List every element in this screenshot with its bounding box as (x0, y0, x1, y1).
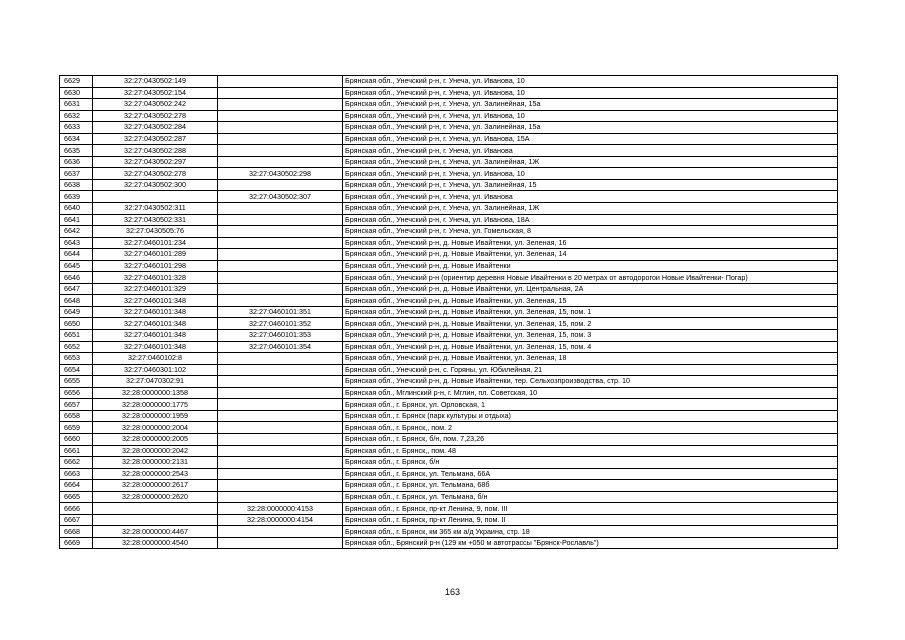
address-cell: Брянская обл., г. Брянск, б/н (343, 457, 838, 469)
cadastral-number-cell (93, 191, 218, 203)
included-object-cell (218, 133, 343, 145)
included-object-cell (218, 203, 343, 215)
cadastral-number-cell: 32:27:0460101:329 (93, 283, 218, 295)
table-row (60, 237, 838, 249)
address-cell: Брянская обл., Унечский р-н, д. Новые Ивайтенки, ул. Зеленая, 15, пом. 1 (343, 306, 838, 318)
registry-table (59, 75, 838, 549)
included-object-cell (218, 295, 343, 307)
address-cell: Брянская обл., Унечский р-н, г. Унеча, ул. Иванова, 10 (343, 87, 838, 99)
cadastral-number-cell: 32:28:0000000:4540 (93, 537, 218, 549)
row-number-cell: 6635 (60, 145, 93, 157)
table-row (60, 410, 838, 422)
address-cell: Брянская обл., Унечский р-н, г. Унеча, ул. Иванова, 10 (343, 168, 838, 180)
row-number-cell: 6649 (60, 306, 93, 318)
cadastral-number-cell: 32:28:0000000:2617 (93, 480, 218, 492)
address-cell: Брянская обл., Унечский р-н, д. Новые Ивайтенки, ул. Зеленая, 18 (343, 353, 838, 365)
address-cell: Брянская обл., Унечский р-н, д. Новые Ивайтенки, ул. Зеленая, 15 (343, 295, 838, 307)
table-row (60, 145, 838, 157)
cadastral-number-cell: 32:27:0460101:348 (93, 330, 218, 342)
table-row (60, 330, 838, 342)
row-number-cell: 6663 (60, 468, 93, 480)
cadastral-number-cell: 32:28:0000000:1358 (93, 387, 218, 399)
table-row (60, 318, 838, 330)
table-row (60, 468, 838, 480)
table-row (60, 87, 838, 99)
row-number-cell: 6644 (60, 249, 93, 261)
included-object-cell: 32:27:0460101:354 (218, 341, 343, 353)
row-number-cell: 6643 (60, 237, 93, 249)
address-cell: Брянская обл., г. Брянск, пр-кт Ленина, 9, пом. II (343, 514, 838, 526)
address-cell: Брянская обл., Унечский р-н, г. Унеча, ул. Залинейная, 15а (343, 122, 838, 134)
row-number-cell: 6667 (60, 514, 93, 526)
table-row (60, 110, 838, 122)
included-object-cell (218, 491, 343, 503)
table-row (60, 457, 838, 469)
address-cell: Брянская обл., Унечский р-н, д. Новые Ивайтенки (343, 260, 838, 272)
address-cell: Брянская обл., Унечский р-н, г. Унеча, ул. Иванова, 18А (343, 214, 838, 226)
row-number-cell: 6645 (60, 260, 93, 272)
table-row (60, 387, 838, 399)
address-cell: Брянская обл., Унечский р-н, д. Новые Ивайтенки, ул. Зеленая, 15, пом. 3 (343, 330, 838, 342)
row-number-cell: 6651 (60, 330, 93, 342)
included-object-cell (218, 76, 343, 88)
included-object-cell (218, 526, 343, 538)
address-cell: Брянская обл., Унечский р-н, г. Унеча, ул. Залинейная, 1Ж (343, 156, 838, 168)
cadastral-number-cell: 32:27:0430502:300 (93, 179, 218, 191)
address-cell: Брянская обл., Унечский р-н, г. Унеча, ул. Иванова, 10 (343, 76, 838, 88)
page-number: 163 (444, 587, 461, 597)
included-object-cell (218, 283, 343, 295)
row-number-cell: 6660 (60, 433, 93, 445)
included-object-cell (218, 249, 343, 261)
table-row (60, 260, 838, 272)
table-row (60, 514, 838, 526)
cadastral-number-cell: 32:28:0000000:2131 (93, 457, 218, 469)
cadastral-number-cell: 32:27:0430502:242 (93, 99, 218, 111)
row-number-cell: 6636 (60, 156, 93, 168)
row-number-cell: 6638 (60, 179, 93, 191)
cadastral-number-cell: 32:28:0000000:2543 (93, 468, 218, 480)
included-object-cell (218, 156, 343, 168)
table-row (60, 272, 838, 284)
table-row (60, 376, 838, 388)
included-object-cell (218, 457, 343, 469)
table-row (60, 295, 838, 307)
row-number-cell: 6633 (60, 122, 93, 134)
cadastral-number-cell (93, 514, 218, 526)
table-row (60, 99, 838, 111)
cadastral-number-cell: 32:27:0430502:149 (93, 76, 218, 88)
row-number-cell: 6658 (60, 410, 93, 422)
row-number-cell: 6661 (60, 445, 93, 457)
address-cell: Брянская обл., Унечский р-н, с. Горяны, ул. Юбилейная, 21 (343, 364, 838, 376)
table-row (60, 433, 838, 445)
row-number-cell: 6665 (60, 491, 93, 503)
row-number-cell: 6662 (60, 457, 93, 469)
table-row (60, 341, 838, 353)
cadastral-number-cell: 32:27:0470302:91 (93, 376, 218, 388)
address-cell: Брянская обл., Унечский р-н, г. Унеча, ул. Иванова, 10 (343, 110, 838, 122)
address-cell: Брянская обл., г. Брянск, ул. Орловская, 1 (343, 399, 838, 411)
address-cell: Брянская обл., г. Брянск,, пом. 2 (343, 422, 838, 434)
table-row (60, 283, 838, 295)
address-cell: Брянская обл., г. Брянск,, пом. 48 (343, 445, 838, 457)
included-object-cell (218, 179, 343, 191)
address-cell: Брянская обл., Унечский р-н, д. Новые Ивайтенки, ул. Зеленая, 14 (343, 249, 838, 261)
address-cell: Брянская обл., Унечский р-н, г. Унеча, ул. Иванова, 15А (343, 133, 838, 145)
row-number-cell: 6653 (60, 353, 93, 365)
included-object-cell (218, 110, 343, 122)
row-number-cell: 6630 (60, 87, 93, 99)
cadastral-number-cell: 32:27:0460101:348 (93, 318, 218, 330)
cadastral-number-cell (93, 503, 218, 515)
cadastral-number-cell: 32:27:0460102:8 (93, 353, 218, 365)
cadastral-number-cell: 32:28:0000000:2004 (93, 422, 218, 434)
cadastral-number-cell: 32:27:0460101:289 (93, 249, 218, 261)
cadastral-number-cell: 32:27:0430502:154 (93, 87, 218, 99)
table-row (60, 526, 838, 538)
cadastral-number-cell: 32:27:0430502:278 (93, 110, 218, 122)
address-cell: Брянская обл., г. Брянск, пр-кт Ленина, 9, пом. III (343, 503, 838, 515)
table-row (60, 249, 838, 261)
address-cell: Брянская обл., г. Брянск, ул. Тельмана, 66А (343, 468, 838, 480)
row-number-cell: 6634 (60, 133, 93, 145)
included-object-cell (218, 364, 343, 376)
row-number-cell: 6654 (60, 364, 93, 376)
included-object-cell (218, 387, 343, 399)
address-cell: Брянская обл., Унечский р-н, д. Новые Ивайтенки, ул. Зеленая, 16 (343, 237, 838, 249)
included-object-cell (218, 537, 343, 549)
row-number-cell: 6666 (60, 503, 93, 515)
included-object-cell (218, 214, 343, 226)
row-number-cell: 6655 (60, 376, 93, 388)
cadastral-number-cell: 32:27:0430502:287 (93, 133, 218, 145)
row-number-cell: 6664 (60, 480, 93, 492)
row-number-cell: 6650 (60, 318, 93, 330)
table-row (60, 168, 838, 180)
cadastral-number-cell: 32:27:0460101:348 (93, 306, 218, 318)
row-number-cell: 6669 (60, 537, 93, 549)
address-cell: Брянская обл., Унечский р-н, г. Унеча, ул. Иванова (343, 145, 838, 157)
included-object-cell: 32:27:0460101:351 (218, 306, 343, 318)
included-object-cell (218, 122, 343, 134)
row-number-cell: 6647 (60, 283, 93, 295)
table-row (60, 179, 838, 191)
included-object-cell (218, 145, 343, 157)
address-cell: Брянская обл., Унечский р-н, г. Унеча, ул. Залинейная, 15 (343, 179, 838, 191)
table-row (60, 133, 838, 145)
included-object-cell: 32:27:0430502:307 (218, 191, 343, 203)
cadastral-number-cell: 32:28:0000000:2042 (93, 445, 218, 457)
included-object-cell (218, 99, 343, 111)
included-object-cell (218, 468, 343, 480)
table-row (60, 537, 838, 549)
cadastral-number-cell: 32:28:0000000:4467 (93, 526, 218, 538)
included-object-cell: 32:27:0430502:298 (218, 168, 343, 180)
included-object-cell (218, 445, 343, 457)
table-row (60, 122, 838, 134)
table-row (60, 503, 838, 515)
cadastral-number-cell: 32:27:0460301:102 (93, 364, 218, 376)
address-cell: Брянская обл., Унечский р-н, д. Новые Ивайтенки, тер. Сельхозпроизводства, стр. 10 (343, 376, 838, 388)
included-object-cell (218, 226, 343, 238)
cadastral-number-cell: 32:27:0460101:348 (93, 341, 218, 353)
table-row (60, 491, 838, 503)
row-number-cell: 6657 (60, 399, 93, 411)
address-cell: Брянская обл., Мглинский р-н, г. Мглин, пл. Советская, 10 (343, 387, 838, 399)
row-number-cell: 6637 (60, 168, 93, 180)
included-object-cell (218, 87, 343, 99)
address-cell: Брянская обл., Унечский р-н, г. Унеча, ул. Гомельская, 8 (343, 226, 838, 238)
address-cell: Брянская обл., г. Брянск, б/н, пом. 7,23,26 (343, 433, 838, 445)
table-row (60, 364, 838, 376)
cadastral-number-cell: 32:27:0460101:328 (93, 272, 218, 284)
row-number-cell: 6652 (60, 341, 93, 353)
cadastral-number-cell: 32:27:0460101:234 (93, 237, 218, 249)
cadastral-number-cell: 32:27:0430502:297 (93, 156, 218, 168)
row-number-cell: 6656 (60, 387, 93, 399)
table-row (60, 214, 838, 226)
included-object-cell (218, 422, 343, 434)
row-number-cell: 6632 (60, 110, 93, 122)
included-object-cell: 32:28:0000000:4153 (218, 503, 343, 515)
table-row (60, 156, 838, 168)
cadastral-number-cell: 32:28:0000000:2005 (93, 433, 218, 445)
cadastral-number-cell: 32:27:0430502:331 (93, 214, 218, 226)
included-object-cell (218, 410, 343, 422)
row-number-cell: 6639 (60, 191, 93, 203)
included-object-cell (218, 237, 343, 249)
address-cell: Брянская обл., Унечский р-н, д. Новые Ивайтенки, ул. Зеленая, 15, пом. 4 (343, 341, 838, 353)
address-cell: Брянская обл., г. Брянск, км 365 км а/д Украина, стр. 18 (343, 526, 838, 538)
row-number-cell: 6659 (60, 422, 93, 434)
row-number-cell: 6640 (60, 203, 93, 215)
cadastral-number-cell: 32:28:0000000:2620 (93, 491, 218, 503)
table-row (60, 76, 838, 88)
included-object-cell (218, 272, 343, 284)
address-cell: Брянская обл., Унечский р-н, д. Новые Ивайтенки, ул. Центральная, 2А (343, 283, 838, 295)
included-object-cell: 32:27:0460101:352 (218, 318, 343, 330)
included-object-cell (218, 260, 343, 272)
cadastral-number-cell: 32:27:0460101:298 (93, 260, 218, 272)
address-cell: Брянская обл., Унечский р-н (ориентир деревня Новые Ивайтенки в 20 метрах от автодорогои Новые Ивайтенки- Погар) (343, 272, 838, 284)
cadastral-number-cell: 32:27:0430502:284 (93, 122, 218, 134)
cadastral-number-cell: 32:27:0430502:311 (93, 203, 218, 215)
address-cell: Брянская обл., г. Брянск, ул. Тельмана, б/н (343, 491, 838, 503)
table-row (60, 422, 838, 434)
included-object-cell (218, 399, 343, 411)
table-row (60, 306, 838, 318)
table-row (60, 480, 838, 492)
address-cell: Брянская обл., Брянский р-н (129 км +050 м автотрассы "Брянск-Рославль") (343, 537, 838, 549)
row-number-cell: 6646 (60, 272, 93, 284)
table-row (60, 203, 838, 215)
table-row (60, 191, 838, 203)
address-cell: Брянская обл., Унечский р-н, д. Новые Ивайтенки, ул. Зеленая, 15, пом. 2 (343, 318, 838, 330)
table-row (60, 399, 838, 411)
included-object-cell: 32:27:0460101:353 (218, 330, 343, 342)
row-number-cell: 6641 (60, 214, 93, 226)
table-row (60, 353, 838, 365)
table-row (60, 226, 838, 238)
cadastral-number-cell: 32:28:0000000:1959 (93, 410, 218, 422)
table-row (60, 445, 838, 457)
cadastral-number-cell: 32:28:0000000:1775 (93, 399, 218, 411)
address-cell: Брянская обл., Унечский р-н, г. Унеча, ул. Залинейная, 1Ж (343, 203, 838, 215)
included-object-cell (218, 376, 343, 388)
included-object-cell (218, 480, 343, 492)
included-object-cell: 32:28:0000000:4154 (218, 514, 343, 526)
row-number-cell: 6648 (60, 295, 93, 307)
address-cell: Брянская обл., Унечский р-н, г. Унеча, ул. Залинейная, 15а (343, 99, 838, 111)
row-number-cell: 6642 (60, 226, 93, 238)
cadastral-number-cell: 32:27:0430502:288 (93, 145, 218, 157)
row-number-cell: 6668 (60, 526, 93, 538)
address-cell: Брянская обл., г. Брянск (парк культуры и отдыха) (343, 410, 838, 422)
included-object-cell (218, 433, 343, 445)
cadastral-number-cell: 32:27:0430502:278 (93, 168, 218, 180)
included-object-cell (218, 353, 343, 365)
row-number-cell: 6629 (60, 76, 93, 88)
cadastral-number-cell: 32:27:0430505:76 (93, 226, 218, 238)
registry-table-body (60, 76, 838, 549)
row-number-cell: 6631 (60, 99, 93, 111)
address-cell: Брянская обл., Унечский р-н, г. Унеча, ул. Иванова (343, 191, 838, 203)
address-cell: Брянская обл., г. Брянск, ул. Тельмана, 68б (343, 480, 838, 492)
cadastral-number-cell: 32:27:0460101:348 (93, 295, 218, 307)
